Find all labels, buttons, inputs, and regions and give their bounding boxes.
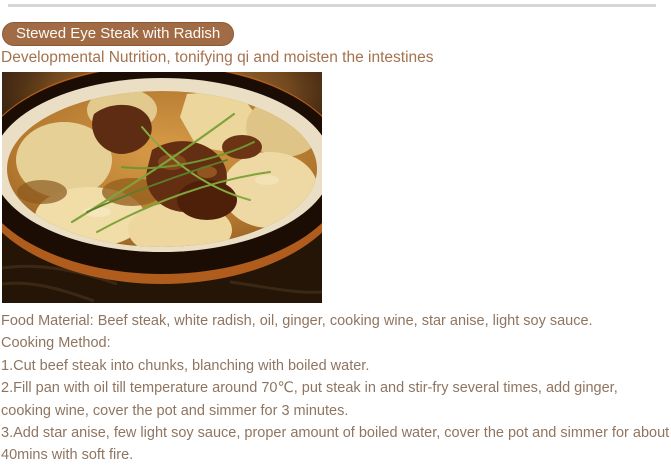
food-material-line: Food Material: Beef steak, white radish, oil, ginger, cooking wine, star anise, light soy sauce. <box>1 313 593 329</box>
cooking-step-2: 2.Fill pan with oil till temperature around 70℃, put steak in and stir-fry several times, add ginger, cooking wine, cover the pot and simmer for 3 minutes. <box>1 380 618 419</box>
cooking-step-3: 3.Add star anise, few light soy sauce, proper amount of boiled water, cover the pot and simmer for about 40mins with soft fire. <box>1 425 670 464</box>
recipe-title: Stewed Eye Steak with Radish <box>16 25 221 42</box>
cooking-step-1: 1.Cut beef steak into chunks, blanching with boiled water. <box>1 357 370 374</box>
top-divider <box>8 4 656 7</box>
stew-bowl-illustration <box>2 72 322 303</box>
cooking-method-label: Cooking Method: <box>1 335 111 352</box>
recipe-photo <box>2 72 322 303</box>
recipe-body <box>1 310 670 467</box>
recipe-subtitle: Developmental Nutrition, tonifying qi and moisten the intestines <box>1 49 434 66</box>
recipe-title-badge <box>2 22 234 46</box>
